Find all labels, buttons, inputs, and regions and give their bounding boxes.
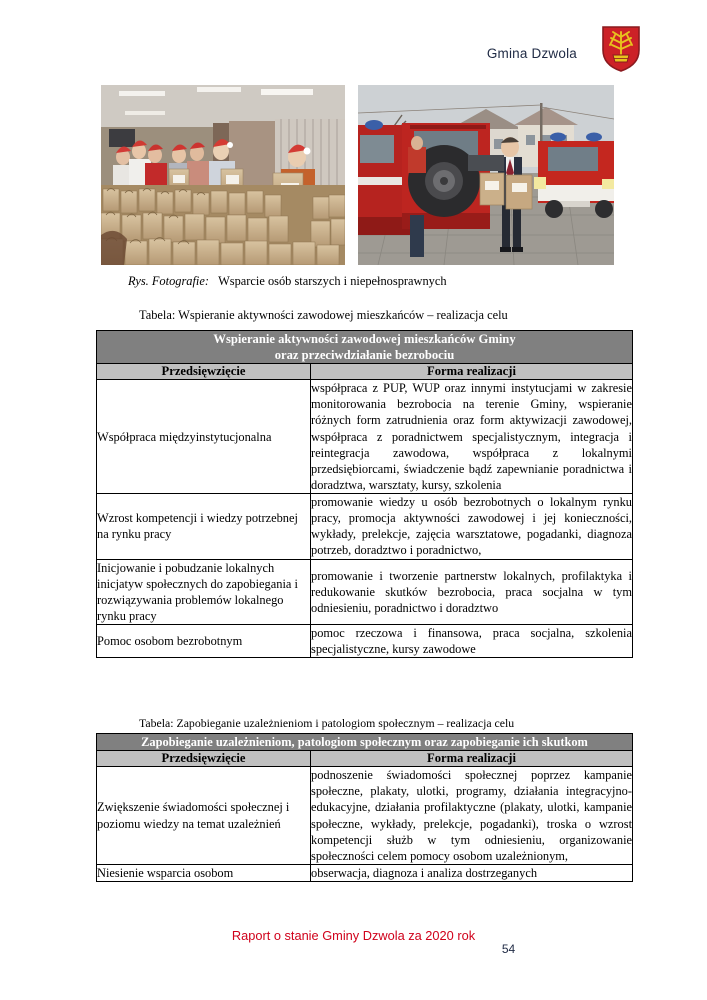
table1-row2-forma: promowanie i tworzenie partnerstw lokalnych, profilaktyka i redukowanie skutków bezrobocia, praca socjalna w tym odniesieniu, poradnictwo i doradztwo	[311, 559, 633, 625]
table1-row2-przedsiewziecie: Inicjowanie i pobudzanie lokalnych inicjatyw społecznych do zapobiegania i rozwiązywania problemów lokalnego rynku pracy	[97, 559, 311, 625]
table1-col-header-przedsiewziecie: Przedsięwzięcie	[97, 364, 311, 380]
page-number: 54	[501, 942, 516, 956]
table1-banner-line2: oraz przeciwdziałanie bezrobociu	[274, 348, 455, 363]
table2-col-header-forma: Forma realizacji	[311, 751, 633, 767]
table2-row1-przedsiewziecie: Niesienie wsparcia osobom	[97, 864, 311, 881]
table2-banner: Zapobieganie uzależnieniom, patologiom społecznym oraz zapobieganie ich skutkom	[97, 734, 633, 751]
table2-col-header-przedsiewziecie: Przedsięwzięcie	[97, 751, 311, 767]
table1-caption: Tabela: Wspieranie aktywności zawodowej mieszkańców – realizacja celu	[139, 308, 508, 322]
figure-caption-text: Wsparcie osób starszych i niepełnosprawnych	[218, 274, 447, 288]
table2-banner-row	[97, 734, 633, 751]
table2-caption: Tabela: Zapobieganie uzależnieniom i patologiom społecznym – realizacja celu	[139, 716, 515, 730]
table1-row0-forma: współpraca z PUP, WUP oraz innymi instytucjami w zakresie monitorowania bezrobocia na terenie Gminy, wspieranie różnych form zatrudnienia oraz form aktywizacji zawodowej, współpraca z poradnictwem specjalistycznym, integracja i reintegracja zawodowa, współpraca z lokalnymi przedsiębiorcami, świadczenie bądź zapewnianie poradnictwa i doradztwa, warsztaty, kursy, szkolenia	[311, 381, 632, 492]
table1-row0-przedsiewziecie: Współpraca międzyinstytucjonalna	[97, 380, 311, 494]
table-zapobieganie-uzaleznieniom	[96, 733, 633, 882]
table2-row1-forma: obserwacja, diagnoza i analiza dostrzeganych	[311, 864, 633, 881]
table1-row3-forma: pomoc rzeczowa i finansowa, praca socjalna, szkolenia specjalistyczne, kursy zawodowe	[311, 626, 632, 657]
figure-caption-label: Rys. Fotografie:	[128, 274, 209, 288]
table1-col-header-forma: Forma realizacji	[311, 364, 633, 380]
table2-row0-forma: podnoszenie świadomości społecznej poprzez kampanie społeczne, plakaty, ulotki, programy, działania integracyjno-edukacyjne, działania profilaktyczne (plakaty, ulotki, kampanie społeczne, wykłady, prelekcje, pogadanki), troska o wzrost kompetencji służb w tym odniesieniu, organizowanie społeczności celem pomocy osobom uzależnionym,	[311, 768, 633, 863]
table2-row0-przedsiewziecie: Zwiększenie świadomości społecznej i poziomu wiedzy na temat uzależnień	[97, 767, 311, 865]
table-row	[97, 767, 633, 865]
table2-header-row	[97, 751, 633, 767]
page-title: Gmina Dzwola	[486, 46, 577, 61]
table1-row3-przedsiewziecie: Pomoc osobom bezrobotnym	[97, 625, 311, 658]
table1-row1-przedsiewziecie: Wzrost kompetencji i wiedzy potrzebnej na rynku pracy	[97, 494, 311, 560]
footer-report-title: Raport o stanie Gminy Dzwola za 2020 rok	[231, 928, 476, 943]
table1-banner-line1: Wspieranie aktywności zawodowej mieszkańców Gminy	[213, 332, 516, 346]
table-row	[97, 864, 633, 881]
table1-row1-forma: promowanie wiedzy u osób bezrobotnych o lokalnym rynku pracy, promocja aktywności zawodowej i jej konieczności, wykłady, prelekcje, zajęcia warsztatowe, pogadanki, diagnoza potrzeb, doradztwo i poradnictwo,	[311, 495, 632, 558]
